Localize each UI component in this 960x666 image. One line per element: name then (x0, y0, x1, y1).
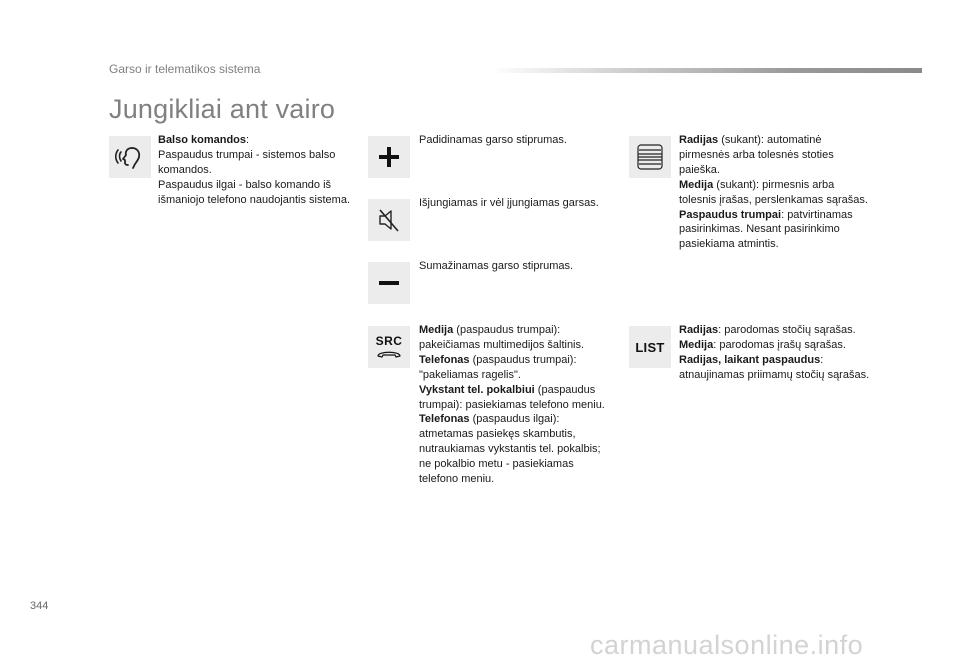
text-voice-1: : (246, 134, 250, 146)
label-list-radio-long: Radijas, laikant paspaudus (679, 353, 821, 366)
text-src-2: (paspaudus trumpai): "pakeliamas ragelis". (419, 353, 577, 381)
src-phone-icon (368, 326, 410, 368)
plus-icon (368, 136, 410, 178)
text-wheel-3: : patvirtinamas pasirinkimas. Nesant pasirinkimo pasiekiama atmintis. (679, 208, 853, 251)
label-list-radio: Radijas (679, 324, 719, 336)
label-src-media: Medija (419, 324, 454, 336)
phone-handset-icon (375, 349, 403, 359)
text-voice-2: Paspaudus trumpai - sistemos balso komandos. (158, 148, 336, 176)
src-description (419, 323, 611, 487)
text-list-1: : parodomas stočių sąrašas. (718, 324, 856, 336)
text-src-3: (paspaudus trumpai): pasiekiamas telefono meniu. (419, 383, 605, 411)
list-description (679, 323, 874, 383)
text-wheel-2: (sukant): pirmesnis arba tolesnis įrašas, perslenkamas sąrašas. (679, 178, 868, 206)
voice-command-description (158, 133, 350, 208)
text-voice-3: Paspaudus ilgai - balso komando iš išmaniojo telefono naudojantis sistema. (158, 178, 351, 206)
page-title: Jungikliai ant vairo (109, 94, 336, 124)
label-src-during-call: Vykstant tel. pokalbiui (419, 383, 535, 396)
volume-down-description: Sumažinamas garso stiprumas. (419, 260, 574, 272)
mute-icon (368, 199, 410, 241)
text-src-1: (paspaudus trumpai): pakeičiamas multimedijos šaltinis. (419, 324, 585, 351)
label-voice: Balso komandos (158, 134, 247, 146)
list-icon (629, 326, 671, 368)
thumbwheel-icon (629, 136, 671, 178)
label-wheel-press: Paspaudus trumpai (679, 208, 782, 221)
watermark: carmanualsonline.info (590, 630, 864, 660)
label-src-phone-short: Telefonas (419, 353, 470, 366)
text-src-4: (paspaudus ilgai): atmetamas pasiekęs skambutis, nutraukiamas vykstantis tel. pokalbis; ne pokalbio metu - pasiekiamas telefono meniu. (419, 413, 601, 486)
label-list-media: Medija (679, 338, 714, 351)
list-label: LIST (635, 339, 665, 355)
label-wheel-radio: Radijas (679, 134, 719, 146)
header-rule (490, 68, 922, 73)
label-wheel-media: Medija (679, 178, 714, 191)
src-label: SRC (375, 334, 403, 348)
label-src-phone-long: Telefonas (419, 413, 470, 426)
minus-icon (368, 262, 410, 304)
voice-command-icon (109, 136, 151, 178)
text-list-3: : atnaujinamas priimamų stočių sąrašas. (679, 353, 870, 381)
mute-description: Išjungiamas ir vėl įjungiamas garsas. (419, 197, 599, 209)
text-wheel-1: (sukant): automatinė pirmesnės arba tolesnės stoties paieška. (679, 134, 834, 176)
thumbwheel-description (679, 133, 869, 252)
page-number: 344 (30, 600, 49, 612)
volume-up-description: Padidinamas garso stiprumas. (419, 134, 567, 146)
section-header: Garso ir telematikos sistema (109, 62, 261, 76)
text-list-2: : parodomas įrašų sąrašas. (713, 338, 846, 351)
